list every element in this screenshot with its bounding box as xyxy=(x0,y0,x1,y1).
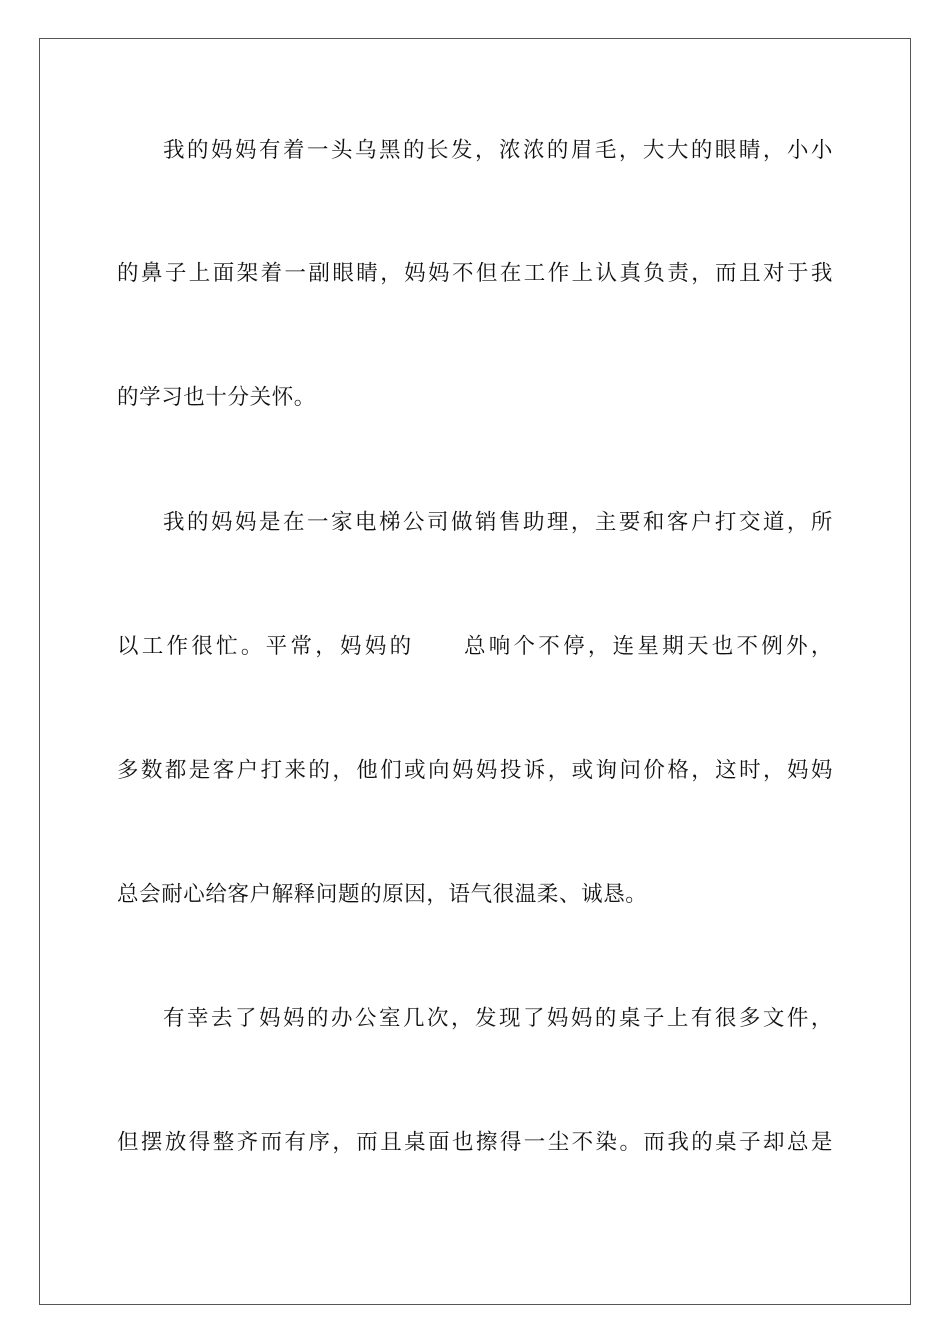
paragraph-2-line-4: 总会耐心给客户解释问题的原因，语气很温柔、诚恳。 xyxy=(117,882,648,907)
paragraph-2-line-2: 以工作很忙。平常，妈妈的 总响个不停，连星期天也不例外， xyxy=(117,634,833,659)
paragraph-3-line-2: 但摆放得整齐而有序，而且桌面也擦得一尘不染。而我的桌子却总是 xyxy=(117,1130,833,1155)
paragraph-2-line-3: 多数都是客户打来的，他们或向妈妈投诉，或询问价格，这时，妈妈 xyxy=(117,758,833,783)
paragraph-1-line-3: 的学习也十分关怀。 xyxy=(117,385,316,410)
paragraph-1-line-1: 我的妈妈有着一头乌黑的长发，浓浓的眉毛，大大的眼睛，小小 xyxy=(163,138,833,163)
page-frame xyxy=(39,38,911,1305)
paragraph-3-line-1: 有幸去了妈妈的办公室几次，发现了妈妈的桌子上有很多文件， xyxy=(163,1006,833,1031)
paragraph-2-line-1: 我的妈妈是在一家电梯公司做销售助理，主要和客户打交道，所 xyxy=(163,510,833,535)
paragraph-1-line-2: 的鼻子上面架着一副眼睛，妈妈不但在工作上认真负责，而且对于我 xyxy=(117,261,833,286)
